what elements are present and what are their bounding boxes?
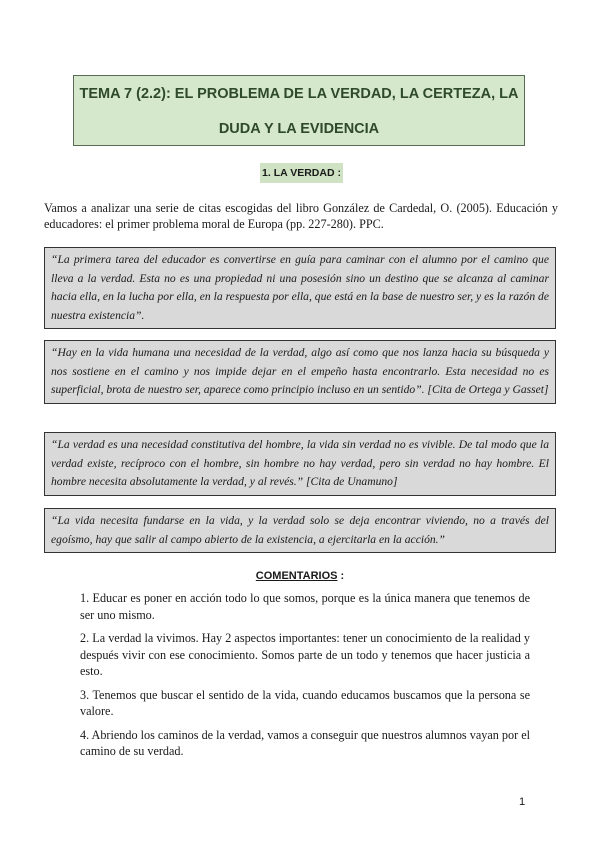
quote-box-3: “La verdad es una necesidad constitutiva del hombre, la vida sin verdad no es vivible. De tal modo que la verdad existe, recíproco con el hombre, sin hombre no hay verdad, pero sin verdad no hay hombre. El hombre necesita absolutamente la verdad, y al revés.” [Cita de Unamuno]	[44, 432, 556, 496]
page-number: 1	[519, 796, 526, 808]
comments-heading-text: COMENTARIOS	[255, 570, 338, 582]
quote-box-1: “La primera tarea del educador es convertirse en guía para caminar con el alumno por el camino que lleva a la verdad. Esta no es una propiedad ni una posesión sino un destino que se alcanza al caminar hacia ella, en la lucha por ella, en la respuesta por ella, que está en la base de nuestro ser, y es la razón de nuestra existencia”.	[44, 247, 556, 329]
intro-paragraph: Vamos a analizar una serie de citas escogidas del libro González de Cardedal, O. (2005). Educación y educadores: el primer problema moral de Europa (pp. 227-280). PPC.	[44, 201, 558, 231]
comments-heading	[0, 570, 600, 582]
comments-heading-suffix: :	[337, 570, 345, 582]
title-line-1: TEMA 7 (2.2): EL PROBLEMA DE LA VERDAD, LA CERTEZA, LA	[79, 86, 519, 102]
comment-item: 4. Abriendo los caminos de la verdad, vamos a conseguir que nuestros alumnos vayan por el camino de su verdad.	[80, 727, 530, 758]
section-heading: 1. LA VERDAD :	[260, 163, 343, 183]
document-title-box	[73, 75, 525, 146]
quote-box-2: “Hay en la vida humana una necesidad de la verdad, algo así como que nos lanza hacia su búsqueda y nos sostiene en el camino y nos impide dejar en el empeño hasta encontrarlo. Esta necesidad no es superficial, brota de nuestro ser, aparece como principio incluso en un sentido”. [Cita de Ortega y Gasset]	[44, 340, 556, 404]
comments-list	[80, 590, 530, 767]
comment-item: 1. Educar es poner en acción todo lo que somos, porque es la única manera que tenemos de ser uno mismo.	[80, 591, 530, 622]
comment-item: 2. La verdad la vivimos. Hay 2 aspectos importantes: tener un conocimiento de la realidad y después vivir con ese conocimiento. Somos parte de un todo y tenemos que hacer justicia a esto.	[80, 631, 530, 678]
comment-item: 3. Tenemos que buscar el sentido de la vida, cuando educamos buscamos que la persona se valore.	[80, 687, 530, 718]
quote-box-4: “La vida necesita fundarse en la vida, y la verdad solo se deja encontrar viviendo, no a través del egoísmo, hay que salir al campo abierto de la existencia, a ejercitarla en la acción.”	[44, 508, 556, 553]
title-line-2: DUDA Y LA EVIDENCIA	[218, 121, 380, 137]
